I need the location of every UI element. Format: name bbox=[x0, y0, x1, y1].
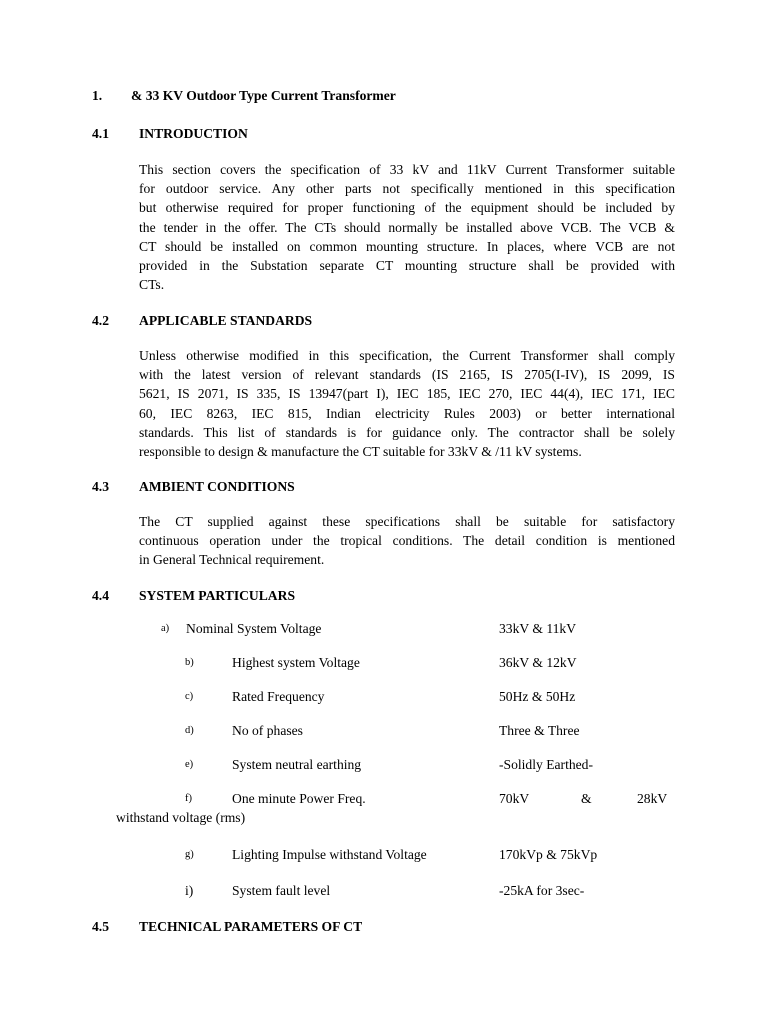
particular-value: Three & Three bbox=[499, 723, 580, 738]
particular-value-part: 28kV bbox=[637, 791, 668, 806]
particular-name: Highest system Voltage bbox=[232, 655, 360, 670]
text-line: 5621, IS 2071, IS 335, IS 13947(part I), IEC 185, IEC 270, IEC 44(4), IEC 171, IEC bbox=[139, 386, 675, 402]
particular-name: System fault level bbox=[232, 883, 331, 898]
section-number: 4.2 bbox=[92, 313, 109, 328]
text-line: CTs. bbox=[139, 277, 165, 293]
particular-value-part: & bbox=[581, 791, 592, 806]
particular-name: One minute Power Freq. bbox=[232, 791, 366, 806]
section-number: 4.4 bbox=[92, 588, 109, 603]
text-line: for outdoor service. Any other parts not specifically mentioned in this specification bbox=[139, 181, 675, 197]
section-title: SYSTEM PARTICULARS bbox=[139, 588, 296, 603]
text-line: provided in the Substation separate CT mounting structure shall be provided with bbox=[139, 258, 675, 274]
text-line: in General Technical requirement. bbox=[139, 552, 325, 568]
section-title: INTRODUCTION bbox=[139, 126, 248, 141]
particular-value: 170kVp & 75kVp bbox=[499, 847, 598, 862]
section-number: 4.3 bbox=[92, 479, 109, 494]
list-label: g) bbox=[185, 849, 194, 860]
doc-title: & 33 KV Outdoor Type Current Transformer bbox=[131, 88, 396, 103]
particular-value: -Solidly Earthed- bbox=[499, 757, 594, 772]
section-number: 4.1 bbox=[92, 126, 109, 141]
standards-paragraph bbox=[139, 346, 675, 461]
particular-value: 36kV & 12kV bbox=[499, 655, 577, 670]
particular-name: System neutral earthing bbox=[232, 757, 362, 772]
intro-paragraph bbox=[139, 160, 675, 294]
particular-name: Nominal System Voltage bbox=[186, 621, 322, 636]
particular-value: 33kV & 11kV bbox=[499, 621, 577, 636]
particular-continuation: withstand voltage (rms) bbox=[116, 810, 246, 825]
particular-value: 50Hz & 50Hz bbox=[499, 689, 576, 704]
text-line: standards. This list of standards is for guidance only. The contractor shall be solely bbox=[139, 424, 675, 440]
list-label: c) bbox=[185, 691, 194, 702]
doc-number: 1. bbox=[92, 88, 103, 103]
section-title: TECHNICAL PARAMETERS OF CT bbox=[139, 919, 363, 934]
section-title: AMBIENT CONDITIONS bbox=[139, 479, 295, 494]
list-label: b) bbox=[185, 657, 194, 668]
text-line: CT should be installed on common mounting structure. In places, where VCB are not bbox=[139, 238, 675, 254]
text-line: This section covers the specification of 33 kV and 11kV Current Transformer suitable bbox=[139, 162, 675, 177]
text-line: The CT supplied against these specifications shall be suitable for satisfactory bbox=[139, 514, 675, 529]
text-line: the tender in the offer. The CTs should normally be installed above VCB. The VCB & bbox=[139, 219, 675, 235]
text-line: 60, IEC 8263, IEC 815, Indian electricity Rules 2003) or better international bbox=[139, 405, 675, 421]
list-label: a) bbox=[161, 623, 170, 634]
list-label: f) bbox=[185, 793, 192, 804]
particular-name: Rated Frequency bbox=[232, 689, 325, 704]
text-line: continuous operation under the tropical conditions. The detail condition is mentioned bbox=[139, 533, 675, 549]
particular-value: -25kA for 3sec- bbox=[499, 883, 585, 898]
list-label: i) bbox=[185, 883, 194, 898]
particular-value-part: 70kV bbox=[499, 791, 530, 806]
particular-name: No of phases bbox=[232, 723, 303, 738]
text-line: but otherwise required for proper functioning of the equipment should be included by bbox=[139, 200, 675, 216]
particular-name: Lighting Impulse withstand Voltage bbox=[232, 847, 427, 862]
list-label: e) bbox=[185, 759, 194, 770]
text-line: Unless otherwise modified in this specification, the Current Transformer shall comply bbox=[139, 348, 675, 363]
text-line: responsible to design & manufacture the CT suitable for 33kV & /11 kV systems. bbox=[139, 444, 582, 460]
text-line: with the latest version of relevant standards (IS 2165, IS 2705(I-IV), IS 2099, IS bbox=[139, 367, 675, 383]
section-number: 4.5 bbox=[92, 919, 109, 934]
list-label: d) bbox=[185, 725, 194, 736]
ambient-paragraph bbox=[139, 512, 675, 570]
section-title: APPLICABLE STANDARDS bbox=[139, 313, 313, 328]
